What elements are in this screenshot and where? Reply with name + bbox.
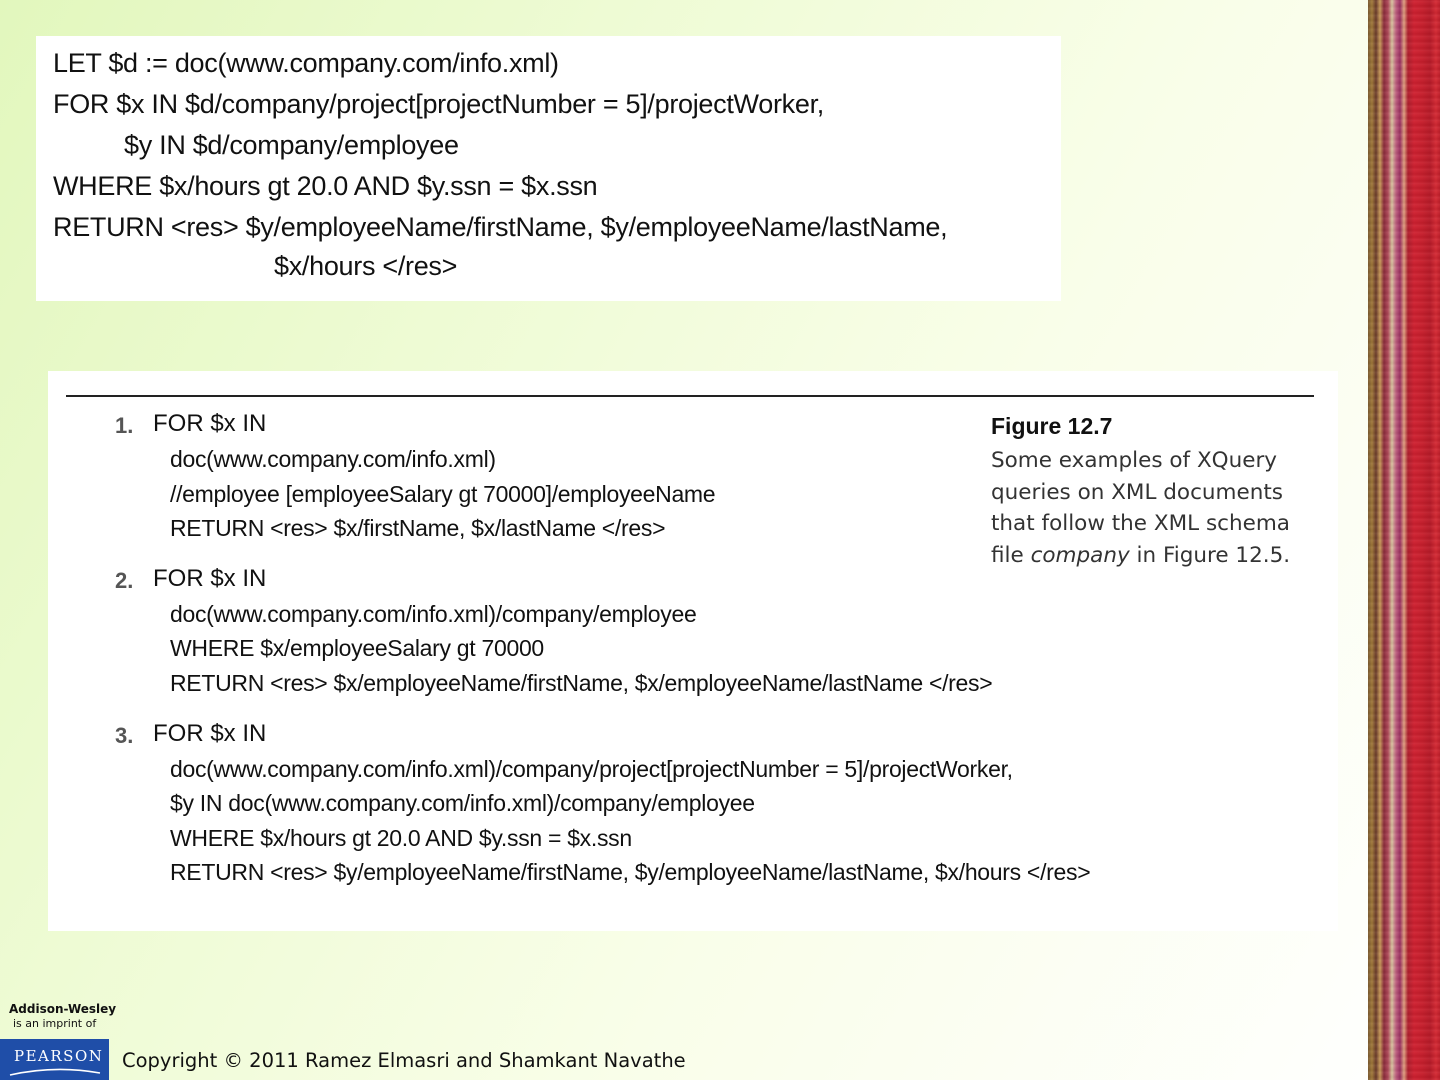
publisher-name: Addison-Wesley [9, 1002, 117, 1016]
query-line: WHERE $x/hours gt 20.0 AND $y.ssn = $x.ssn [53, 171, 598, 201]
logo-swoosh-icon [8, 1067, 102, 1077]
caption-italic: company [1030, 542, 1130, 568]
query-line: RETURN <res> $y/employeeName/firstName, $y/employeeName/lastName, $x/hours </res> [170, 859, 1091, 885]
query-line: $y IN $d/company/employee [124, 130, 459, 160]
query-line: FOR $x IN $d/company/project[projectNumber = 5]/projectWorker, [53, 89, 824, 119]
publisher-imprint: is an imprint of [13, 1017, 97, 1030]
query-line: //employee [employeeSalary gt 70000]/employeeName [170, 481, 716, 507]
query-number: 3. [115, 723, 134, 748]
figure-title: Figure 12.7 [991, 413, 1113, 439]
query-head: FOR $x IN [153, 410, 267, 437]
pearson-logo [0, 1039, 109, 1080]
figure-top-rule [66, 395, 1314, 397]
query-line: doc(www.company.com/info.xml) [170, 446, 496, 472]
query-line: $x/hours </res> [274, 251, 458, 281]
caption-text: in Figure 12.5. [1129, 542, 1291, 568]
query-line: doc(www.company.com/info.xml)/company/project[projectNumber = 5]/projectWorker, [170, 756, 1013, 782]
caption-text: Some examples of XQuery queries on XML documents that follow the XML schema file [991, 448, 1290, 568]
copyright-notice: Copyright © 2011 Ramez Elmasri and Shamkant Navathe [122, 1049, 686, 1072]
query-line: RETURN <res> $y/employeeName/firstName, $y/employeeName/lastName, [53, 212, 948, 242]
query-line: $y IN doc(www.company.com/info.xml)/company/employee [170, 790, 755, 816]
query-line: doc(www.company.com/info.xml)/company/employee [170, 601, 697, 627]
query-line: WHERE $x/employeeSalary gt 70000 [170, 635, 544, 661]
xquery-example-box [36, 36, 1061, 301]
query-line: WHERE $x/hours gt 20.0 AND $y.ssn = $x.ssn [170, 825, 632, 851]
query-line: RETURN <res> $x/employeeName/firstName, $x/employeeName/lastName </res> [170, 670, 993, 696]
logo-text: PEARSON [14, 1047, 104, 1065]
figure-caption [991, 445, 1321, 571]
figure-12-7 [48, 371, 1338, 931]
query-line: LET $d := doc(www.company.com/info.xml) [53, 48, 559, 78]
query-head: FOR $x IN [153, 720, 267, 747]
query-number: 2. [115, 568, 134, 593]
query-line: RETURN <res> $x/firstName, $x/lastName </res> [170, 515, 666, 541]
query-head: FOR $x IN [153, 565, 267, 592]
decorative-side-stripe [1368, 0, 1440, 1080]
query-number: 1. [115, 413, 134, 438]
